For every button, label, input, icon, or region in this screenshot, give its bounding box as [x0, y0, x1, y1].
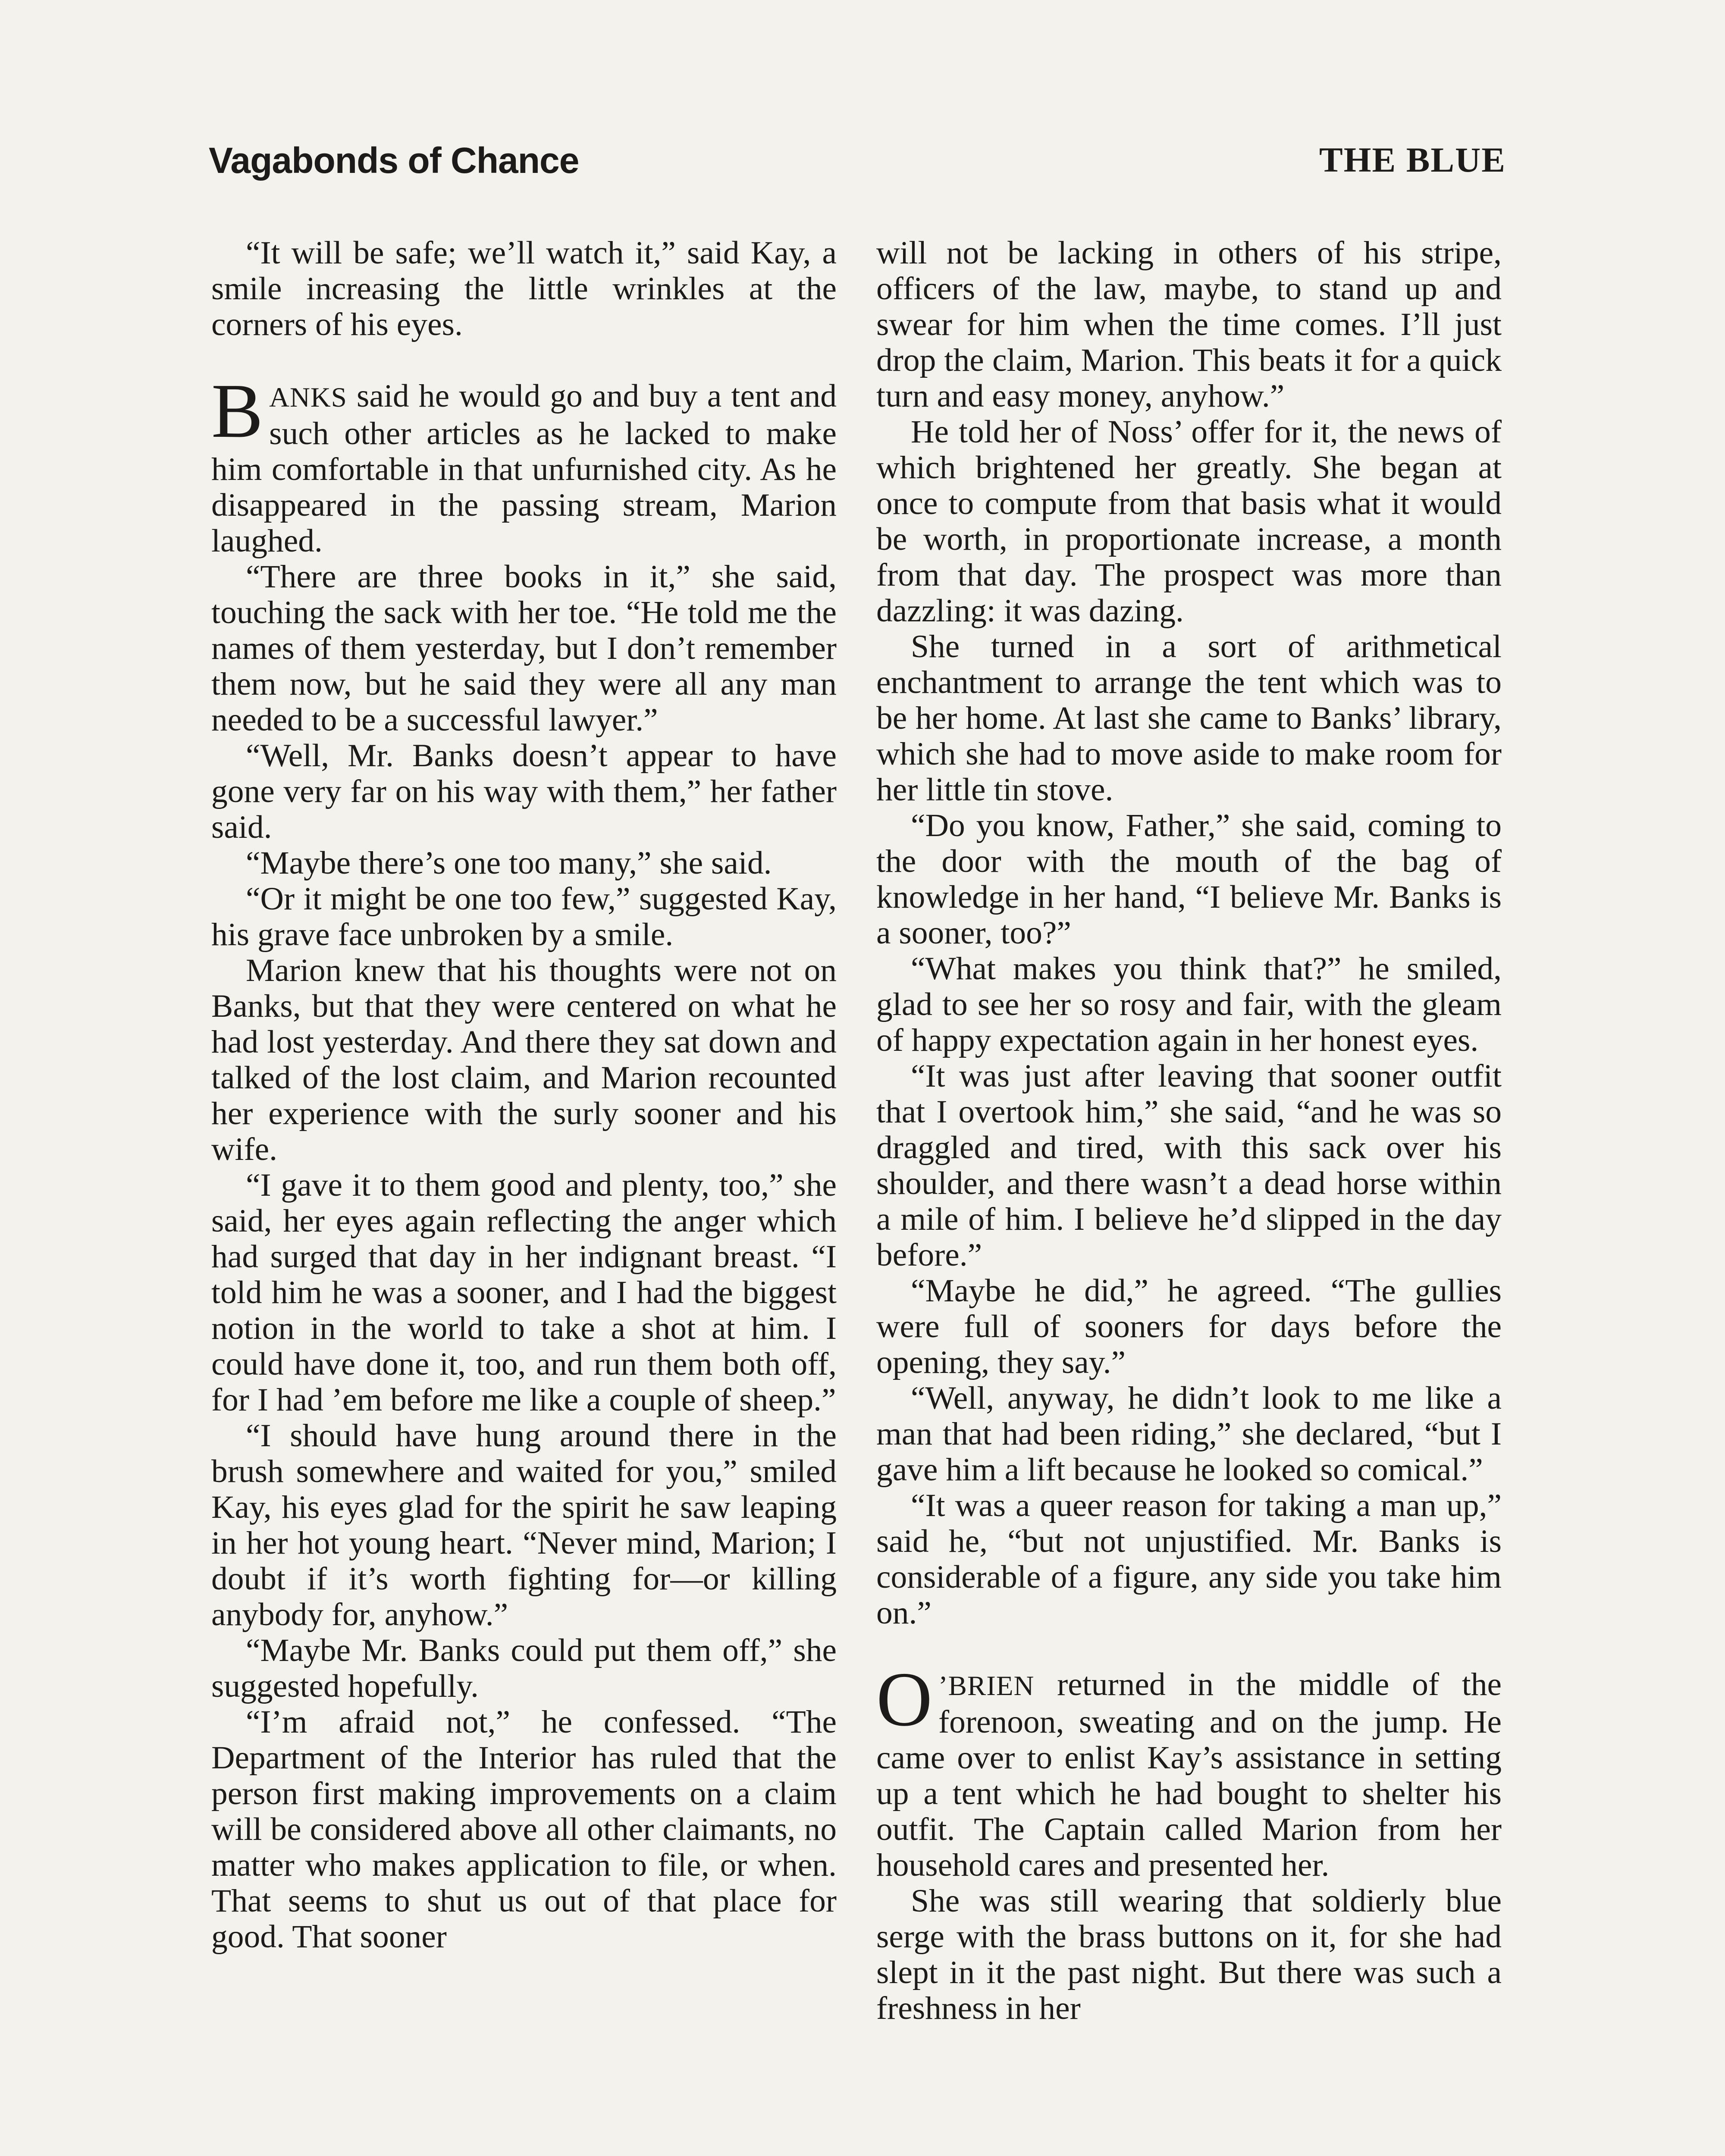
drop-cap: B: [211, 368, 263, 454]
story-title: Vagabonds of Chance: [209, 140, 579, 181]
paragraph-dropcap: [876, 1656, 1502, 1883]
paragraph: “Maybe Mr. Banks could put them off,” she suggested hopefully.: [211, 1633, 837, 1704]
paragraph-dropcap: [211, 368, 837, 559]
paragraph: “There are three books in it,” she said, touching the sack with her toe. “He told me the names of them yesterday, but I don’t remember them now, but he said they were all any man needed to be a successful lawyer.”: [211, 559, 837, 738]
paragraph: “Do you know, Father,” she said, coming to the door with the mouth of the bag of knowledge in her hand, “I believe Mr. Banks is a sooner, too?”: [876, 808, 1502, 951]
paragraph: He told her of Noss’ offer for it, the news of which brightened her greatly. She began at once to compute from that basis what it would be worth, in proportionate increase, a month from that day. The prospect was more than dazzling: it was dazing.: [876, 414, 1502, 629]
right-column: [876, 235, 1502, 2026]
paragraph: “Maybe there’s one too many,” she said.: [246, 845, 772, 881]
paragraph: “Maybe he did,” he agreed. “The gullies were full of sooners for days before the opening, they say.”: [876, 1273, 1502, 1380]
paragraph: “It will be safe; we’ll watch it,” said Kay, a smile increasing the little wrinkles at the corners of his eyes.: [211, 235, 837, 342]
paragraph: will not be lacking in others of his stripe, officers of the law, maybe, to stand up and swear for him when the time comes. I’ll just drop the claim, Marion. This beats it for a quick turn and easy money, anyhow.”: [876, 235, 1502, 414]
paragraph: “I’m afraid not,” he confessed. “The Department of the Interior has ruled that the person first making improvements on a claim will be considered above all other claimants, no matter who makes application to file, or when. That seems to shut us out of that place for good. That sooner: [211, 1704, 837, 1955]
paragraph-text: returned in the middle of the forenoon, sweating and on the jump. He came over to enlist Kay’s assistance in setting up a tent which he had bought to shelter his outfit. The Captain called Marion from her household cares and presented her.: [876, 1667, 1502, 1883]
paragraph: “Or it might be one too few,” suggested Kay, his grave face unbroken by a smile.: [211, 881, 837, 953]
small-caps-lead: ’BRIEN: [938, 1670, 1035, 1702]
paragraph: “What makes you think that?” he smiled, glad to see her so rosy and fair, with the gleam of happy expectation again in her honest eyes.: [876, 951, 1502, 1058]
paragraph: “It was just after leaving that sooner outfit that I overtook him,” she said, “and he was so draggled and tired, with this sack over his shoulder, and there wasn’t a dead horse within a mile of him. I believe he’d slipped in the day before.”: [876, 1058, 1502, 1273]
paragraph-text: said he would go and buy a tent and such other articles as he lacked to make him comfortable in that unfurnished city. As he disappeared in the passing stream, Marion laughed.: [211, 378, 837, 559]
paragraph: She turned in a sort of arithmetical enchantment to arrange the tent which was to be her home. At last she came to Banks’ library, which she had to move aside to make room for her little tin stove.: [876, 629, 1502, 808]
paragraph: “I should have hung around there in the brush somewhere and waited for you,” smiled Kay, his eyes glad for the spirit he saw leaping in her hot young heart. “Never mind, Marion; I doubt if it’s worth fighting for—or killing anybody for, anyhow.”: [211, 1418, 837, 1633]
left-column: [211, 235, 837, 1955]
small-caps-lead: ANKS: [269, 382, 347, 413]
paragraph: Marion knew that his thoughts were not on Banks, but that they were centered on what he had lost yesterday. And there they sat down and talked of the lost claim, and Marion recounted her experience with the surly sooner and his wife.: [211, 953, 837, 1167]
paragraph: She was still wearing that soldierly blue serge with the brass buttons on it, for she had slept in it the past night. But there was such a freshness in her: [876, 1883, 1502, 2026]
paragraph: “I gave it to them good and plenty, too,” she said, her eyes again reflecting the anger which had surged that day in her indignant breast. “I told him he was a sooner, and I had the biggest notion in the world to take a shot at him. I could have done it, too, and run them both off, for I had ’em before me like a couple of sheep.”: [211, 1167, 837, 1418]
magazine-title: THE BLUE: [1319, 140, 1506, 179]
paragraph: “Well, anyway, he didn’t look to me like a man that had been riding,” she declared, “but I gave him a lift because he looked so comical.”: [876, 1380, 1502, 1488]
drop-cap: O: [876, 1656, 932, 1742]
paragraph: “It was a queer reason for taking a man up,” said he, “but not unjustified. Mr. Banks is considerable of a figure, any side you take him on.”: [876, 1488, 1502, 1631]
paragraph: “Well, Mr. Banks doesn’t appear to have gone very far on his way with them,” her father said.: [211, 738, 837, 845]
